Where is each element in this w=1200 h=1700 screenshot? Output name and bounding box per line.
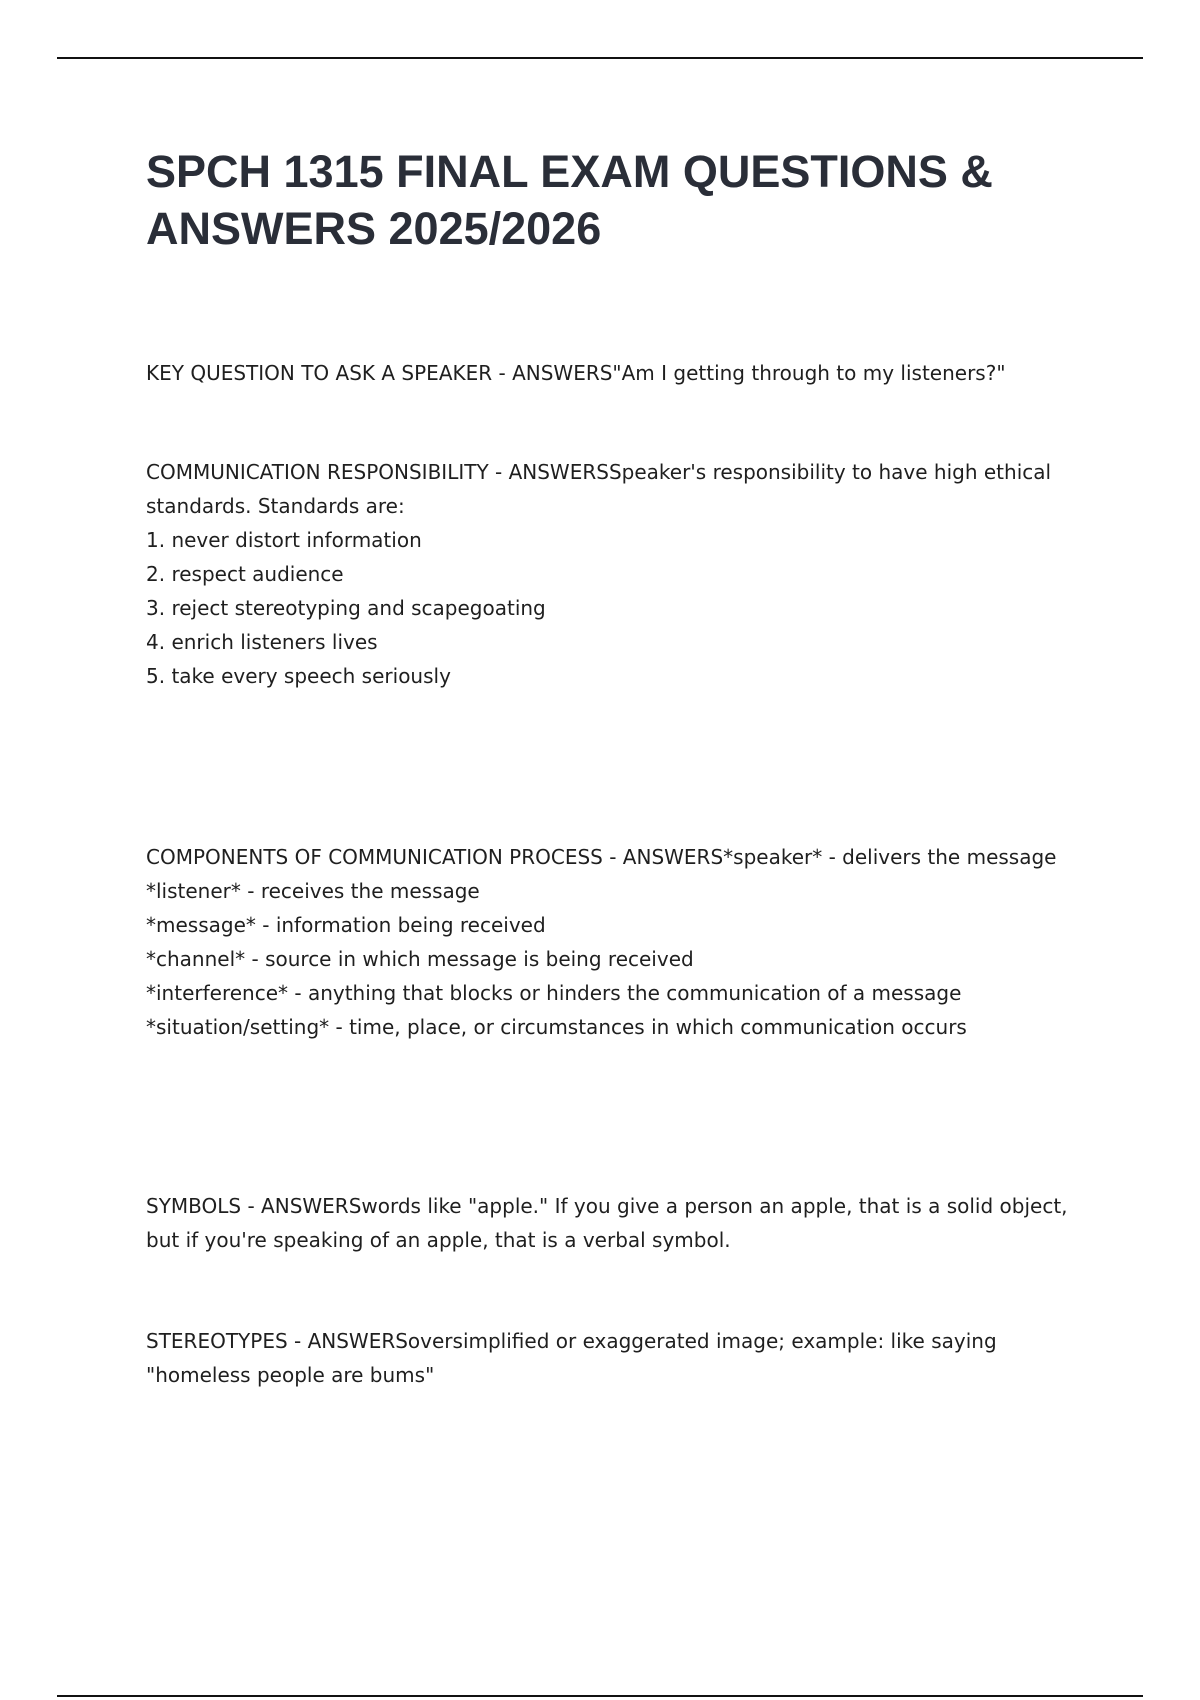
list-item: 1. never distort information [146,528,422,552]
list-item: *situation/setting* - time, place, or circumstances in which communication occurs [146,1015,967,1039]
list-item: 4. enrich listeners lives [146,630,378,654]
document-title: SPCH 1315 FINAL EXAM QUESTIONS & ANSWERS 2025/2026 [146,146,993,254]
list-item: 5. take every speech seriously [146,664,451,688]
qa-text: COMPONENTS OF COMMUNICATION PROCESS - ANSWERS*speaker* - delivers the message [146,845,1057,869]
list-item: *listener* - receives the message [146,879,480,903]
qa-entry [146,1324,1086,1392]
list-item: 3. reject stereotyping and scapegoating [146,596,546,620]
qa-text: KEY QUESTION TO ASK A SPEAKER - ANSWERS"Am I getting through to my listeners?" [146,361,1006,385]
qa-text: STEREOTYPES - ANSWERSoversimplified or exaggerated image; example: like saying "homeless people are bums" [146,1329,997,1387]
qa-entry [146,356,1086,390]
bottom-divider [57,1695,1143,1697]
qa-text: COMMUNICATION RESPONSIBILITY - ANSWERSSpeaker's responsibility to have high ethical standards. Standards are: [146,460,1052,518]
list-item: *channel* - source in which message is being received [146,947,694,971]
qa-text: SYMBOLS - ANSWERSwords like "apple." If you give a person an apple, that is a solid object, but if you're speaking of an apple, that is a verbal symbol. [146,1194,1068,1252]
list-item: 2. respect audience [146,562,344,586]
list-item: *message* - information being received [146,913,546,937]
top-divider [57,57,1143,59]
qa-entry [146,840,1086,1044]
qa-entry [146,1189,1086,1257]
list-item: *interference* - anything that blocks or hinders the communication of a message [146,981,962,1005]
qa-entry [146,455,1086,693]
